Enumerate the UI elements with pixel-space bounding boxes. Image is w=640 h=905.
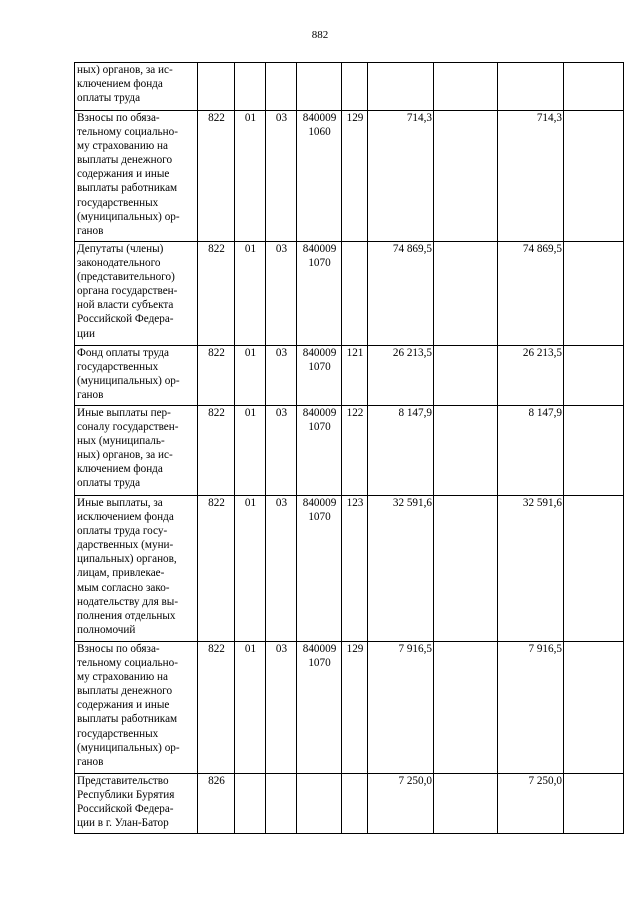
amount-col2-cell <box>434 774 498 834</box>
target-article-code-cell: 840009 1070 <box>297 406 342 496</box>
grbs-code-cell <box>198 63 235 111</box>
table-row <box>75 111 624 242</box>
section-code-cell: 01 <box>235 406 266 496</box>
amount-col2-cell <box>434 406 498 496</box>
subsection-code-cell: 03 <box>266 346 297 406</box>
target-article-code-cell: 840009 1070 <box>297 642 342 774</box>
section-code-cell <box>235 774 266 834</box>
amount-col4-cell <box>564 642 624 774</box>
table-row <box>75 642 624 774</box>
amount-total-cell: 32 591,6 <box>368 496 434 642</box>
expense-name-cell: Иные выплаты, за исключением фонда оплаты труда госу- дарственных (муни- ципальных) органов, лицам, привлекае- мым согласно зако- нодательству для вы- полнения отдельных полномочий <box>75 496 198 642</box>
amount-col3-cell: 7 916,5 <box>498 642 564 774</box>
expense-type-code-cell: 129 <box>342 642 368 774</box>
target-article-code-cell: 840009 1070 <box>297 242 342 346</box>
table-row <box>75 63 624 111</box>
amount-total-cell: 7 916,5 <box>368 642 434 774</box>
amount-col3-cell: 7 250,0 <box>498 774 564 834</box>
grbs-code-cell: 822 <box>198 496 235 642</box>
amount-col3-cell: 8 147,9 <box>498 406 564 496</box>
subsection-code-cell: 03 <box>266 406 297 496</box>
grbs-code-cell: 822 <box>198 242 235 346</box>
amount-col4-cell <box>564 774 624 834</box>
table-row <box>75 496 624 642</box>
table-row <box>75 242 624 346</box>
expense-name-cell: Иные выплаты пер- соналу государствен- ных (муниципаль- ных) органов, за ис- ключением фонда оплаты труда <box>75 406 198 496</box>
amount-col4-cell <box>564 63 624 111</box>
amount-total-cell: 8 147,9 <box>368 406 434 496</box>
amount-col4-cell <box>564 111 624 242</box>
amount-total-cell <box>368 63 434 111</box>
amount-col4-cell <box>564 242 624 346</box>
table-row <box>75 346 624 406</box>
subsection-code-cell: 03 <box>266 642 297 774</box>
section-code-cell: 01 <box>235 642 266 774</box>
target-article-code-cell: 840009 1070 <box>297 496 342 642</box>
page-number: 882 <box>311 29 329 41</box>
expense-name-cell: Депутаты (члены) законодательного (представительного) органа государствен- ной власти субъекта Российской Федера- ции <box>75 242 198 346</box>
subsection-code-cell <box>266 774 297 834</box>
amount-col3-cell: 26 213,5 <box>498 346 564 406</box>
subsection-code-cell: 03 <box>266 111 297 242</box>
amount-col3-cell: 74 869,5 <box>498 242 564 346</box>
subsection-code-cell <box>266 63 297 111</box>
expense-name-cell: Взносы по обяза- тельному социально- му страхованию на выплаты денежного содержания и иные выплаты работникам государственных (муниципальных) ор- ганов <box>75 642 198 774</box>
expense-type-code-cell <box>342 242 368 346</box>
expense-type-code-cell: 121 <box>342 346 368 406</box>
budget-table-body <box>75 63 624 834</box>
table-row <box>75 774 624 834</box>
expense-type-code-cell: 123 <box>342 496 368 642</box>
expense-name-cell: Фонд оплаты труда государственных (муниципальных) ор- ганов <box>75 346 198 406</box>
amount-total-cell: 74 869,5 <box>368 242 434 346</box>
expense-type-code-cell <box>342 774 368 834</box>
grbs-code-cell: 822 <box>198 346 235 406</box>
amount-col4-cell <box>564 496 624 642</box>
amount-col2-cell <box>434 346 498 406</box>
target-article-code-cell: 840009 1060 <box>297 111 342 242</box>
expense-name-cell: Представительство Республики Бурятия Российской Федера- ции в г. Улан-Батор <box>75 774 198 834</box>
grbs-code-cell: 822 <box>198 406 235 496</box>
grbs-code-cell: 822 <box>198 111 235 242</box>
section-code-cell: 01 <box>235 346 266 406</box>
amount-col3-cell: 714,3 <box>498 111 564 242</box>
amount-col4-cell <box>564 406 624 496</box>
amount-total-cell: 26 213,5 <box>368 346 434 406</box>
amount-col3-cell: 32 591,6 <box>498 496 564 642</box>
expense-type-code-cell: 122 <box>342 406 368 496</box>
section-code-cell <box>235 63 266 111</box>
amount-col3-cell <box>498 63 564 111</box>
amount-col2-cell <box>434 496 498 642</box>
expense-name-cell: Взносы по обяза- тельному социально- му страхованию на выплаты денежного содержания и иные выплаты работникам государственных (муниципальных) ор- ганов <box>75 111 198 242</box>
subsection-code-cell: 03 <box>266 242 297 346</box>
target-article-code-cell: 840009 1070 <box>297 346 342 406</box>
section-code-cell: 01 <box>235 242 266 346</box>
amount-col2-cell <box>434 63 498 111</box>
section-code-cell: 01 <box>235 111 266 242</box>
amount-total-cell: 7 250,0 <box>368 774 434 834</box>
expense-type-code-cell: 129 <box>342 111 368 242</box>
target-article-code-cell <box>297 774 342 834</box>
amount-total-cell: 714,3 <box>368 111 434 242</box>
amount-col2-cell <box>434 111 498 242</box>
amount-col2-cell <box>434 642 498 774</box>
subsection-code-cell: 03 <box>266 496 297 642</box>
expense-name-cell: ных) органов, за ис- ключением фонда оплаты труда <box>75 63 198 111</box>
expense-type-code-cell <box>342 63 368 111</box>
amount-col2-cell <box>434 242 498 346</box>
grbs-code-cell: 826 <box>198 774 235 834</box>
grbs-code-cell: 822 <box>198 642 235 774</box>
section-code-cell: 01 <box>235 496 266 642</box>
amount-col4-cell <box>564 346 624 406</box>
target-article-code-cell <box>297 63 342 111</box>
table-row <box>75 406 624 496</box>
budget-table <box>74 62 624 834</box>
